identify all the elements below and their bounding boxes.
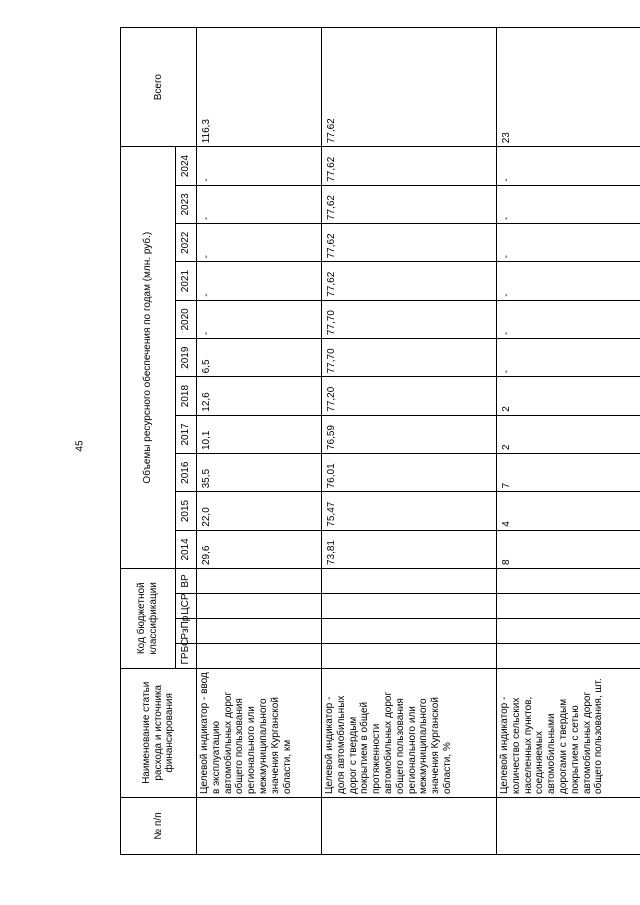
rotated-table-container: [120, 27, 640, 855]
page-number: 45: [74, 440, 86, 452]
header-budget-code: Код бюджетной классификации: [121, 569, 176, 668]
row-value: -: [197, 147, 322, 185]
header-budget-col: ГРБС: [176, 643, 197, 668]
row-name: Целевой индикатор - доля автомобильных дорог с твердым покрытием в общей протяженности автомобильных дорог общего пользования регионального или межмуниципального значения Курганской области, %: [322, 668, 497, 798]
row-value: 77,70: [322, 339, 497, 377]
row-code: [197, 593, 322, 618]
row-value: 6,5: [197, 339, 322, 377]
table-row: [497, 28, 640, 855]
row-value: 77,62: [322, 185, 497, 223]
header-year: 2015: [176, 492, 197, 530]
row-value: 8: [497, 530, 640, 568]
header-volume: Объемы ресурсного обеспечения по годам (млн. руб.): [121, 147, 176, 569]
header-year: 2023: [176, 185, 197, 223]
row-value: 35,5: [197, 454, 322, 492]
row-value: 22,0: [197, 492, 322, 530]
row-code: [197, 643, 322, 668]
header-year: 2022: [176, 224, 197, 262]
row-value: 2: [497, 415, 640, 453]
table-row: [322, 28, 497, 855]
row-code: [497, 569, 640, 594]
row-code: [497, 643, 640, 668]
row-value: 77,70: [322, 300, 497, 338]
row-value: 75,47: [322, 492, 497, 530]
header-year: 2021: [176, 262, 197, 300]
row-code: [197, 569, 322, 594]
row-value: 77,62: [322, 262, 497, 300]
header-budget-col: ЦСР: [176, 593, 197, 618]
row-value: 10,1: [197, 415, 322, 453]
row-code: [322, 643, 497, 668]
header-name: Наименование статьи расхода и источника финансирования: [121, 668, 197, 798]
row-value: 76,01: [322, 454, 497, 492]
header-year: 2014: [176, 530, 197, 568]
header-year: 2017: [176, 415, 197, 453]
row-code: [497, 593, 640, 618]
header-year: 2024: [176, 147, 197, 185]
resource-table: [120, 27, 640, 855]
row-code: [322, 618, 497, 643]
row-value: 77,62: [322, 224, 497, 262]
row-total: 23: [497, 28, 640, 147]
row-value: 29,6: [197, 530, 322, 568]
row-name: Целевой индикатор - количество сельских населенных пунктов, соединяемых автомобильными дорогами с твердым покрытием с сетью автомобильных дорог общего пользования, шт.: [497, 668, 640, 798]
row-code: [197, 618, 322, 643]
header-year: 2019: [176, 339, 197, 377]
header-year: 2018: [176, 377, 197, 415]
row-value: -: [197, 262, 322, 300]
header-budget-col: ВР: [176, 569, 197, 594]
row-value: -: [497, 339, 640, 377]
row-value: 12,6: [197, 377, 322, 415]
row-value: -: [497, 185, 640, 223]
row-value: 73,81: [322, 530, 497, 568]
row-value: -: [497, 262, 640, 300]
row-value: -: [497, 300, 640, 338]
row-code: [497, 618, 640, 643]
row-value: 77,62: [322, 147, 497, 185]
header-budget-col: РзПр: [176, 618, 197, 643]
row-value: -: [497, 147, 640, 185]
row-name: Целевой индикатор - ввод в эксплуатацию автомобильных дорог общего пользования регионального или межмуниципального значения Курганской области, км: [197, 668, 322, 798]
row-total: 116,3: [197, 28, 322, 147]
header-total: Всего: [121, 28, 197, 147]
table-row: [197, 28, 322, 855]
row-value: -: [197, 300, 322, 338]
header-no: № п/п: [121, 798, 197, 855]
row-no: [497, 798, 640, 855]
row-code: [322, 593, 497, 618]
row-value: 2: [497, 377, 640, 415]
row-total: 77,62: [322, 28, 497, 147]
row-value: 76,59: [322, 415, 497, 453]
row-value: -: [497, 224, 640, 262]
row-value: 7: [497, 454, 640, 492]
header-year: 2016: [176, 454, 197, 492]
row-value: 4: [497, 492, 640, 530]
row-code: [322, 569, 497, 594]
row-no: [197, 798, 322, 855]
row-no: [322, 798, 497, 855]
row-value: -: [197, 224, 322, 262]
header-year: 2020: [176, 300, 197, 338]
row-value: 77,20: [322, 377, 497, 415]
row-value: -: [197, 185, 322, 223]
